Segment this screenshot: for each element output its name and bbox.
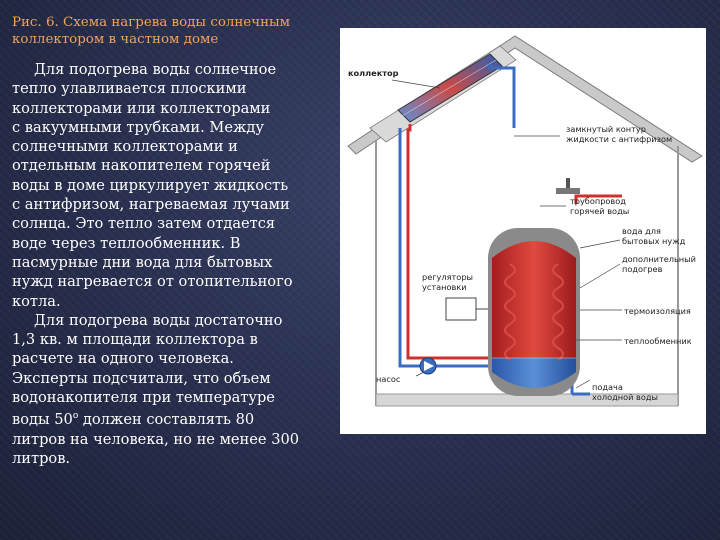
label-closed-loop-2: жидкости с антифризом	[566, 134, 673, 144]
label-regulators-2: установки	[422, 282, 467, 292]
caption-line-1: Рис. 6. Схема нагрева воды солнечным	[12, 15, 291, 30]
label-cold-supply-1: подача	[592, 382, 623, 392]
label-hot-pipe-1: трубопровод	[570, 196, 626, 206]
label-exchanger: теплообменник	[624, 336, 692, 346]
water-tank	[488, 228, 580, 396]
label-extra-heater-2: подогрев	[622, 264, 663, 274]
label-household-water-1: вода для	[622, 226, 661, 236]
regulators-box	[446, 298, 488, 320]
diagram-svg	[340, 28, 706, 434]
solar-collector	[398, 54, 502, 122]
body-text	[12, 60, 347, 468]
pump-icon	[420, 358, 436, 374]
paragraph-2: Для подогрева воды достаточно 1,3 кв. м площади коллектора в расчете на одного человека. Эксперты подсчитали, что объем водонакопителя при температуре воды $50^о$ должен составлять 80 литров на человека, но не менее 300 литров.	[12, 311, 300, 467]
label-insulation: термоизоляция	[624, 306, 691, 316]
label-collector: коллектор	[348, 68, 399, 78]
paragraph-1: Для подогрева воды солнечное тепло улавливается плоскими коллекторами или коллекторами с вакуумными трубками. Между солнечными коллекторами и отдельным накопителем горячей воды в доме циркулирует жидкость с антифризом, нагреваемая лучами солнца. Это тепло затем отдается воде через теплообменник. В пасмурные дни вода для бытовых нужд нагревается от отопительного котла.	[12, 61, 293, 310]
figure-caption	[12, 14, 342, 48]
caption-line-2: коллектором в частном доме	[12, 32, 219, 47]
label-cold-supply-2: холодной воды	[592, 392, 659, 402]
label-household-water-2: бытовых нужд	[622, 236, 686, 246]
tap-icon	[556, 178, 580, 194]
label-pump: насос	[376, 374, 401, 384]
label-regulators-1: регуляторы	[422, 272, 473, 282]
solar-heating-diagram	[340, 28, 706, 434]
label-hot-pipe-2: горячей воды	[570, 206, 630, 216]
label-extra-heater-1: дополнительный	[622, 254, 696, 264]
label-closed-loop-1: замкнутый контур	[566, 124, 646, 134]
